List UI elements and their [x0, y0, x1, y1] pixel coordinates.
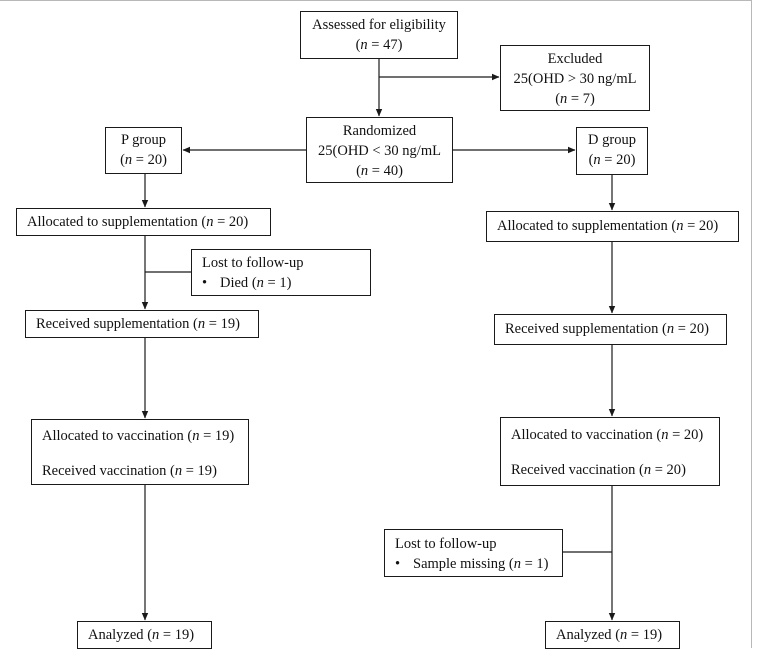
- d-vaccination-box: [500, 417, 720, 486]
- excluded-box: [500, 45, 650, 111]
- d-group-count: (n = 20): [588, 152, 636, 168]
- p-analyzed-box: [77, 621, 212, 649]
- p-analyzed-text: Analyzed (n = 19): [88, 627, 195, 643]
- excluded-count: (n = 7): [555, 91, 595, 107]
- randomized-criterion: 25(OHD < 30 ng/mL: [318, 143, 441, 159]
- d-analyzed-box: [545, 621, 680, 649]
- p-received-supp-box: [25, 310, 259, 338]
- d-lost-box: [384, 529, 563, 577]
- assessed-count: (n = 47): [355, 37, 403, 53]
- excluded-criterion: 25(OHD > 30 ng/mL: [513, 71, 637, 87]
- p-vaccination-box: [31, 419, 249, 485]
- p-lost-box: [191, 249, 371, 296]
- p-allocated-supp-box: [16, 208, 271, 236]
- d-received-supp-box: [494, 314, 727, 345]
- p-lost-title: Lost to follow-up: [202, 255, 304, 271]
- d-received-vacc-text: Received vaccination (n = 20): [511, 462, 686, 478]
- d-allocated-supp-box: [486, 211, 739, 242]
- randomized-box: [306, 117, 453, 183]
- p-lost-item: • Died (n = 1): [202, 275, 292, 291]
- p-received-supp-text: Received supplementation (n = 19): [36, 316, 240, 332]
- p-allocated-supp-text: Allocated to supplementation (n = 20): [27, 214, 249, 230]
- d-received-supp-text: Received supplementation (n = 20): [505, 321, 709, 337]
- assessed-title: Assessed for eligibility: [312, 17, 446, 33]
- excluded-title: Excluded: [547, 51, 603, 67]
- p-allocated-vacc-text: Allocated to vaccination (n = 19): [42, 428, 235, 444]
- randomized-title: Randomized: [342, 123, 417, 139]
- p-group-count: (n = 20): [120, 152, 167, 168]
- p-group-title: P group: [121, 132, 166, 148]
- assessed-box: [300, 11, 458, 59]
- randomized-count: (n = 40): [356, 163, 403, 179]
- d-group-title: D group: [588, 132, 636, 148]
- d-analyzed-text: Analyzed (n = 19): [556, 627, 663, 643]
- d-allocated-vacc-text: Allocated to vaccination (n = 20): [511, 427, 704, 443]
- p-received-vacc-text: Received vaccination (n = 19): [42, 463, 217, 479]
- d-allocated-supp-text: Allocated to supplementation (n = 20): [497, 218, 719, 234]
- d-group-box: [576, 127, 648, 175]
- d-lost-item: • Sample missing (n = 1): [395, 556, 549, 572]
- p-group-box: [105, 127, 182, 174]
- d-lost-title: Lost to follow-up: [395, 536, 497, 552]
